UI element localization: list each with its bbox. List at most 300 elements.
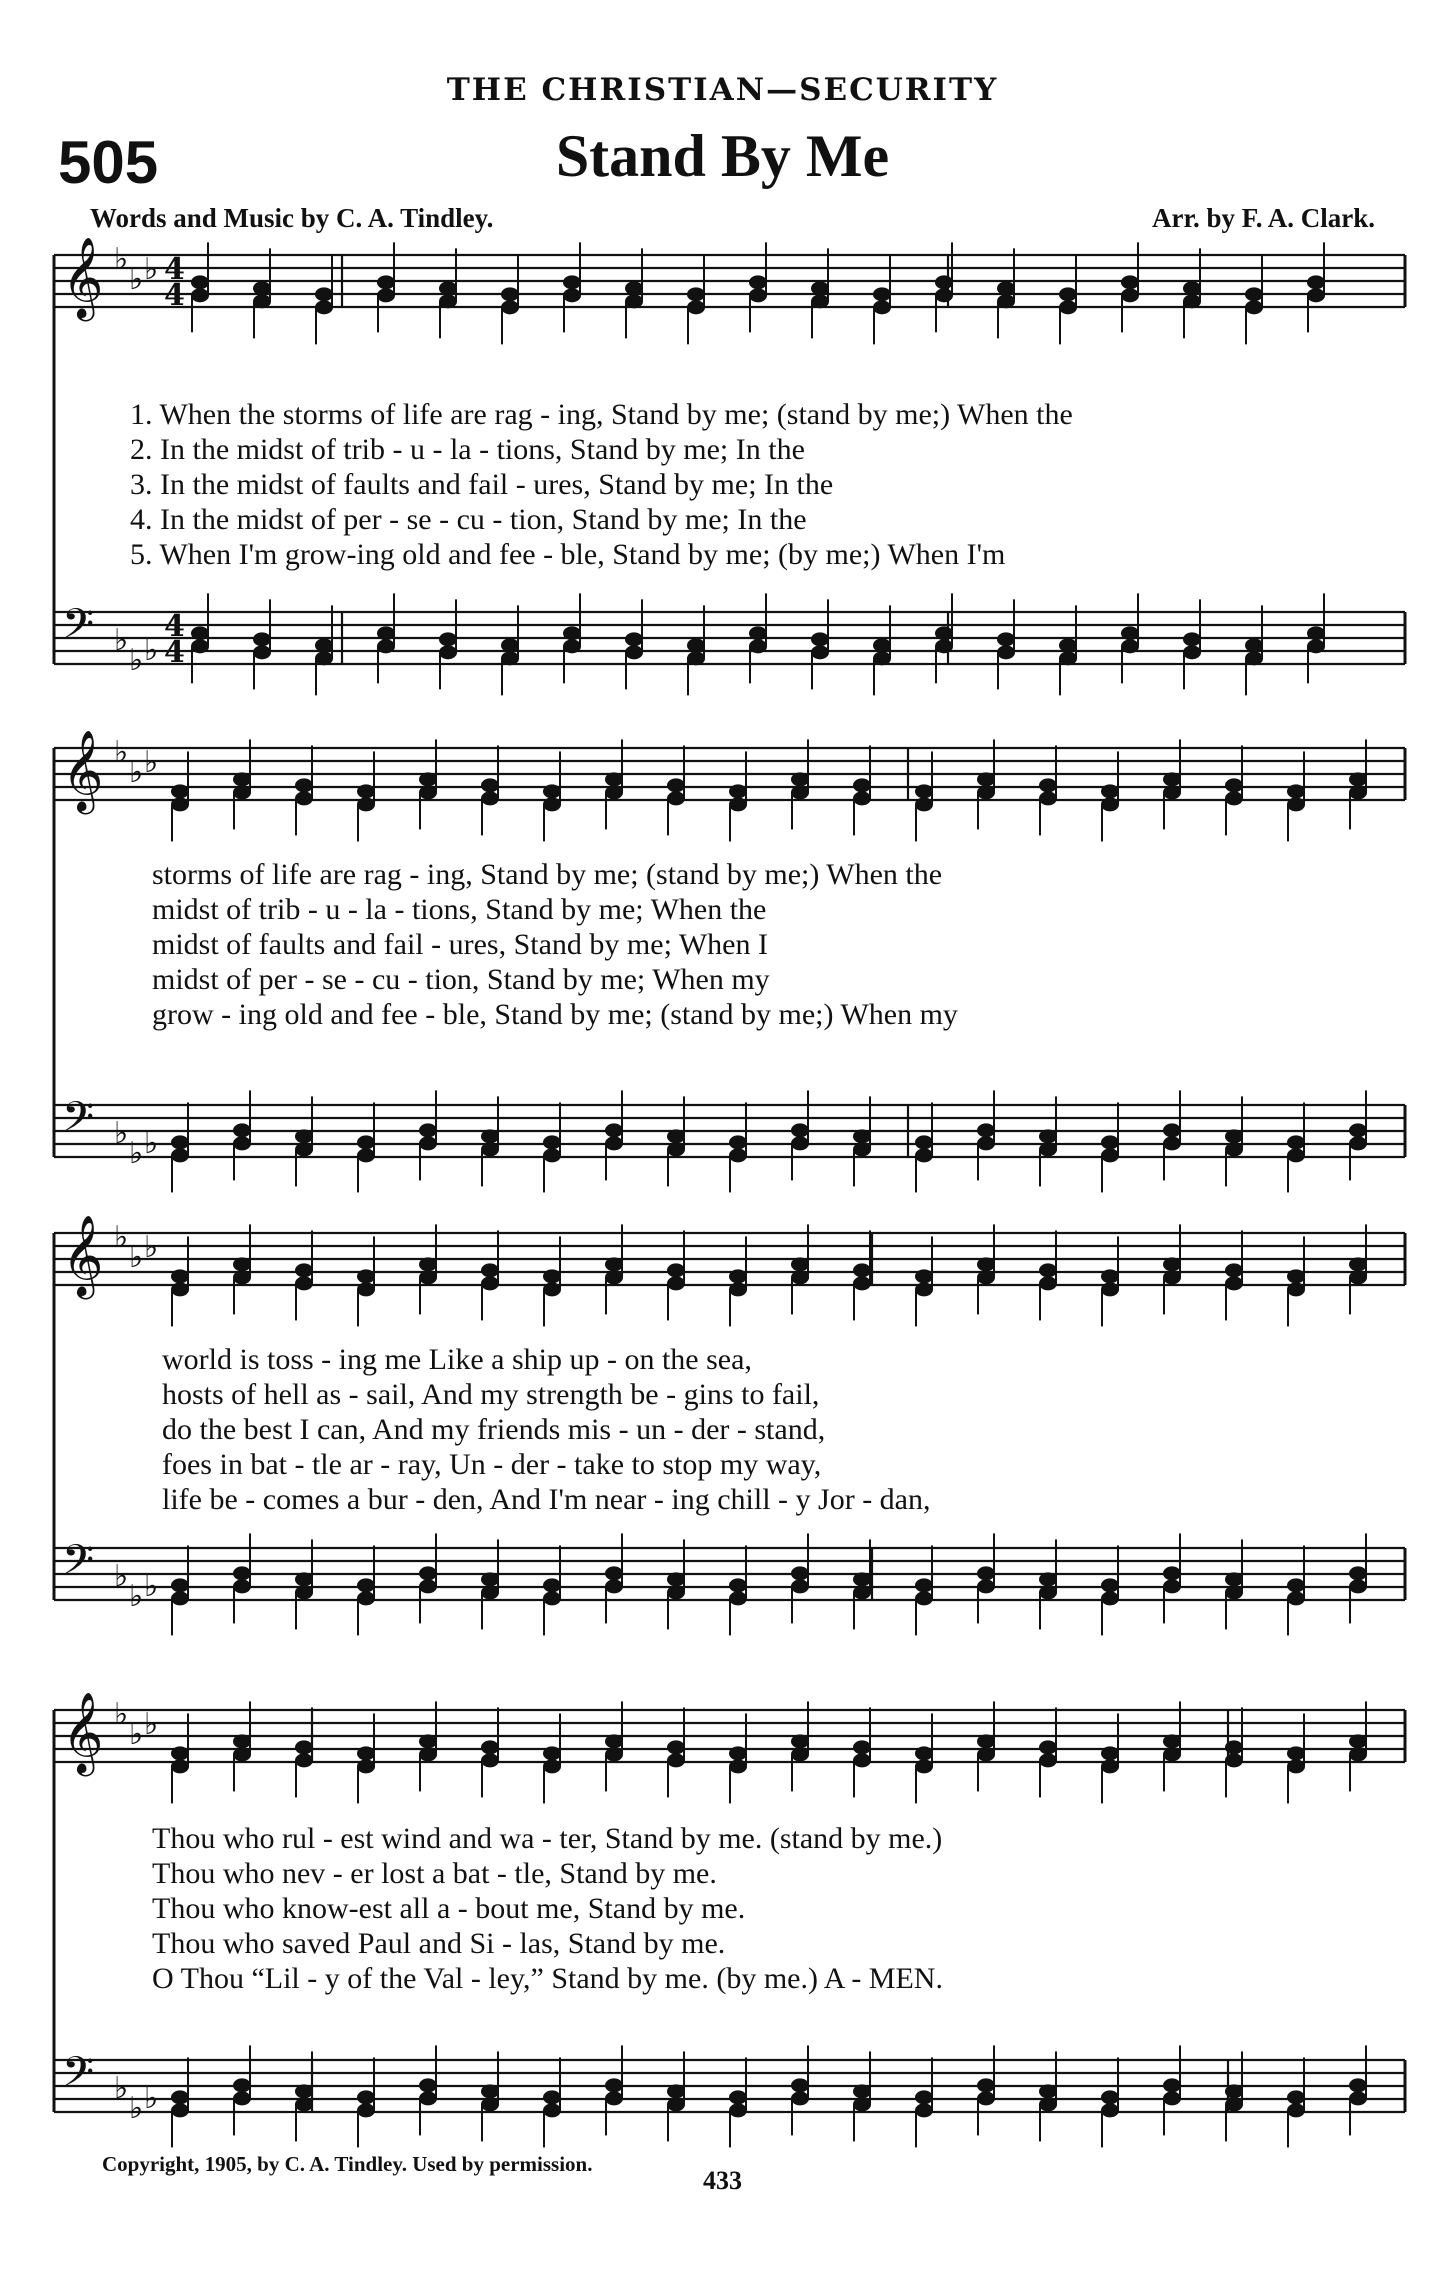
notehead (811, 645, 829, 659)
notehead (171, 797, 189, 811)
notehead (233, 772, 251, 786)
notehead (1059, 287, 1077, 301)
notehead (171, 2103, 189, 2117)
notehead (357, 1148, 375, 1162)
notehead (1039, 1129, 1057, 1143)
notehead (1059, 638, 1077, 652)
notehead (481, 1572, 499, 1586)
notehead (439, 281, 457, 295)
notehead (501, 638, 519, 652)
notehead (667, 2084, 685, 2098)
notehead (315, 300, 333, 314)
notehead (1225, 2084, 1243, 2098)
notehead (873, 300, 891, 314)
notehead (1287, 1578, 1305, 1592)
notehead (563, 288, 581, 302)
notehead (1163, 1123, 1181, 1137)
notehead (419, 1136, 437, 1150)
notehead (853, 1263, 871, 1277)
notehead (1287, 2090, 1305, 2104)
notehead (295, 1740, 313, 1754)
notehead (853, 1142, 871, 1156)
notehead (1307, 275, 1325, 289)
notehead (1039, 1585, 1057, 1599)
treble-clef-icon: 𝄞 (62, 1214, 104, 1296)
notehead (625, 645, 643, 659)
notehead (481, 1142, 499, 1156)
notehead (419, 1270, 437, 1284)
notehead (729, 797, 747, 811)
notehead (481, 1129, 499, 1143)
notehead (935, 639, 953, 653)
notehead (171, 1269, 189, 1283)
notehead (1039, 1276, 1057, 1290)
notehead (605, 1579, 623, 1593)
notehead (419, 2078, 437, 2092)
notehead (481, 1276, 499, 1290)
notehead (295, 1276, 313, 1290)
notehead (729, 1282, 747, 1296)
notehead (729, 1591, 747, 1605)
notehead (791, 1136, 809, 1150)
notehead (749, 639, 767, 653)
notehead (1101, 2103, 1119, 2117)
notehead (1225, 1142, 1243, 1156)
lyric-line: 5. When I'm grow-ing old and fee - ble, Stand by me; (by me;) When I'm (130, 538, 1006, 571)
notehead (915, 1135, 933, 1149)
flat-accidental-icon: ♭ (144, 1707, 159, 1742)
notehead (233, 1123, 251, 1137)
notehead (501, 651, 519, 665)
notehead (1287, 784, 1305, 798)
notehead (357, 2090, 375, 2104)
bass-clef-icon: 𝄢 (62, 1093, 95, 1151)
notehead (791, 1747, 809, 1761)
lyric-line: foes in bat - tle ar - ray, Un - der - take to stop my way, (162, 1448, 822, 1481)
notehead (1039, 1263, 1057, 1277)
notehead (977, 2091, 995, 2105)
notehead (1121, 288, 1139, 302)
copyright-notice: Copyright, 1905, by C. A. Tindley. Used by permission. (102, 2152, 593, 2176)
notehead (915, 1746, 933, 1760)
notehead (667, 791, 685, 805)
notehead (171, 2090, 189, 2104)
notehead (233, 2091, 251, 2105)
notehead (357, 1746, 375, 1760)
notehead (543, 1148, 561, 1162)
notehead (1039, 1142, 1057, 1156)
notehead (977, 1579, 995, 1593)
lyric-line: 2. In the midst of trib - u - la - tions, Stand by me; In the (130, 433, 805, 466)
notehead (1039, 2097, 1057, 2111)
notehead (501, 300, 519, 314)
words-music-credit: Words and Music by C. A. Tindley. (90, 203, 494, 233)
notehead (749, 288, 767, 302)
notehead (853, 1129, 871, 1143)
lyric-line: grow - ing old and fee - ble, Stand by me; (stand by me;) When my (152, 998, 958, 1031)
notehead (605, 1566, 623, 1580)
notehead (811, 281, 829, 295)
notehead (1245, 638, 1263, 652)
notehead (295, 2084, 313, 2098)
notehead (543, 2103, 561, 2117)
notehead (1101, 1269, 1119, 1283)
notehead (419, 772, 437, 786)
notehead (481, 1263, 499, 1277)
notehead (233, 1566, 251, 1580)
flat-accidental-icon: ♭ (129, 1579, 144, 1614)
lyric-line: midst of per - se - cu - tion, Stand by me; When my (152, 963, 770, 996)
flat-accidental-icon: ♭ (129, 1136, 144, 1171)
notehead (667, 778, 685, 792)
notehead (977, 2078, 995, 2092)
flat-accidental-icon: ♭ (129, 262, 144, 297)
notehead (1163, 1270, 1181, 1284)
notehead (605, 1257, 623, 1271)
notehead (853, 778, 871, 792)
notehead (419, 1123, 437, 1137)
flat-accidental-icon: ♭ (144, 2081, 159, 2116)
notehead (1349, 1123, 1367, 1137)
lyric-line: 3. In the midst of faults and fail - ures, Stand by me; In the (130, 468, 834, 501)
notehead (729, 784, 747, 798)
notehead (915, 784, 933, 798)
notehead (357, 1578, 375, 1592)
notehead (419, 1566, 437, 1580)
notehead (377, 626, 395, 640)
notehead (171, 1148, 189, 1162)
notehead (315, 287, 333, 301)
notehead (687, 651, 705, 665)
notehead (915, 1759, 933, 1773)
notehead (295, 1129, 313, 1143)
notehead (1287, 797, 1305, 811)
notehead (1121, 275, 1139, 289)
flat-accidental-icon: ♭ (114, 1697, 129, 1732)
notehead (295, 1142, 313, 1156)
notehead (1101, 2090, 1119, 2104)
flat-accidental-icon: ♭ (129, 1717, 144, 1752)
notehead (1287, 1591, 1305, 1605)
flat-accidental-icon: ♭ (144, 745, 159, 780)
lyric-line: Thou who saved Paul and Si - las, Stand by me. (152, 1927, 726, 1960)
notehead (853, 1276, 871, 1290)
notehead (977, 1566, 995, 1580)
notehead (1225, 1276, 1243, 1290)
notehead (811, 632, 829, 646)
lyric-line: midst of faults and fail - ures, Stand by me; When I (152, 928, 768, 961)
lyric-line: storms of life are rag - ing, Stand by me; (stand by me;) When the (152, 858, 943, 891)
notehead (419, 1257, 437, 1271)
notehead (791, 772, 809, 786)
notehead (1101, 1591, 1119, 1605)
notehead (1225, 1263, 1243, 1277)
lyric-line: Thou who know-est all a - bout me, Stand by me. (152, 1892, 746, 1925)
notehead (1101, 1759, 1119, 1773)
flat-accidental-icon: ♭ (129, 1240, 144, 1275)
notehead (749, 275, 767, 289)
notehead (419, 2091, 437, 2105)
notehead (295, 1585, 313, 1599)
notehead (791, 1734, 809, 1748)
notehead (295, 1753, 313, 1767)
lyric-line: do the best I can, And my friends mis - un - der - stand, (162, 1413, 826, 1446)
notehead (915, 797, 933, 811)
notehead (667, 1572, 685, 1586)
notehead (481, 1585, 499, 1599)
notehead (481, 791, 499, 805)
time-signature-digit: 4 (164, 278, 185, 313)
notehead (315, 651, 333, 665)
notehead (667, 1276, 685, 1290)
notehead (915, 2090, 933, 2104)
notehead (977, 1123, 995, 1137)
notehead (419, 1579, 437, 1593)
hymn-number: 505 (58, 129, 159, 196)
notehead (481, 1753, 499, 1767)
notehead (543, 1135, 561, 1149)
notehead (357, 1282, 375, 1296)
notehead (935, 288, 953, 302)
notehead (481, 778, 499, 792)
notehead (977, 1270, 995, 1284)
notehead (171, 1591, 189, 1605)
notehead (171, 1578, 189, 1592)
notehead (1059, 300, 1077, 314)
notehead (1225, 1572, 1243, 1586)
notehead (1349, 2078, 1367, 2092)
lyric-line: life be - comes a bur - den, And I'm near - ing chill - y Jor - dan, (162, 1483, 931, 1516)
notehead (791, 1579, 809, 1593)
lyric-line: O Thou “Lil - y of the Val - ley,” Stand by me. (by me.) A - MEN. (152, 1962, 943, 1995)
notehead (605, 785, 623, 799)
notehead (233, 1734, 251, 1748)
notehead (439, 645, 457, 659)
notehead (1349, 1566, 1367, 1580)
notehead (1245, 300, 1263, 314)
section-title: THE CHRISTIAN—SECURITY (446, 72, 999, 108)
notehead (233, 1747, 251, 1761)
notehead (791, 1123, 809, 1137)
notehead (1307, 288, 1325, 302)
flat-accidental-icon: ♭ (129, 2091, 144, 2126)
notehead (1349, 772, 1367, 786)
flat-accidental-icon: ♭ (144, 633, 159, 668)
notehead (1225, 1740, 1243, 1754)
notehead (357, 1135, 375, 1149)
notehead (853, 1585, 871, 1599)
notehead (729, 1578, 747, 1592)
notehead (791, 2078, 809, 2092)
notehead (1183, 281, 1201, 295)
notehead (377, 275, 395, 289)
notehead (357, 784, 375, 798)
notehead (605, 1136, 623, 1150)
notehead (853, 791, 871, 805)
notehead (543, 1282, 561, 1296)
notehead (481, 2084, 499, 2098)
notehead (667, 1753, 685, 1767)
notehead (1307, 626, 1325, 640)
notehead (791, 1257, 809, 1271)
notehead (1121, 626, 1139, 640)
notehead (915, 1148, 933, 1162)
notehead (729, 2090, 747, 2104)
notehead (1101, 1746, 1119, 1760)
notehead (915, 1269, 933, 1283)
notehead (1101, 784, 1119, 798)
bass-clef-icon: 𝄢 (62, 2048, 95, 2106)
notehead (171, 1746, 189, 1760)
lyric-line: hosts of hell as - sail, And my strength be - gins to fail, (162, 1378, 820, 1411)
notehead (1039, 791, 1057, 805)
notehead (1245, 651, 1263, 665)
time-signature-digit: 4 (164, 609, 185, 644)
notehead (605, 1747, 623, 1761)
notehead (1287, 1148, 1305, 1162)
notehead (791, 785, 809, 799)
time-signature-digit: 4 (164, 635, 185, 670)
notehead (1287, 1269, 1305, 1283)
notehead (853, 1740, 871, 1754)
notehead (1245, 287, 1263, 301)
time-signature-digit: 4 (164, 252, 185, 287)
notehead (605, 1270, 623, 1284)
notehead (625, 294, 643, 308)
notehead (543, 2090, 561, 2104)
notehead (997, 645, 1015, 659)
notehead (253, 281, 271, 295)
notehead (1163, 772, 1181, 786)
notehead (1163, 2078, 1181, 2092)
flat-accidental-icon: ♭ (114, 1116, 129, 1151)
notehead (1349, 1734, 1367, 1748)
notehead (811, 294, 829, 308)
notehead (419, 1747, 437, 1761)
notehead (977, 1257, 995, 1271)
notehead (977, 785, 995, 799)
treble-clef-icon: 𝄞 (62, 729, 104, 811)
notehead (1163, 1566, 1181, 1580)
notehead (543, 797, 561, 811)
flat-accidental-icon: ♭ (114, 242, 129, 277)
notehead (915, 1591, 933, 1605)
notehead (977, 1747, 995, 1761)
notehead (729, 2103, 747, 2117)
notehead (915, 2103, 933, 2117)
notehead (687, 638, 705, 652)
notehead (1039, 778, 1057, 792)
notehead (1163, 1579, 1181, 1593)
notehead (1163, 1747, 1181, 1761)
notehead (1101, 1148, 1119, 1162)
notehead (997, 281, 1015, 295)
flat-accidental-icon: ♭ (129, 643, 144, 678)
notehead (1039, 1740, 1057, 1754)
notehead (667, 1585, 685, 1599)
treble-clef-icon: 𝄞 (62, 1691, 104, 1773)
notehead (543, 1759, 561, 1773)
notehead (501, 287, 519, 301)
notehead (1287, 1282, 1305, 1296)
lyric-line: 1. When the storms of life are rag - ing, Stand by me; (stand by me;) When the (130, 398, 1073, 431)
notehead (729, 1759, 747, 1773)
notehead (295, 791, 313, 805)
notehead (1349, 2091, 1367, 2105)
notehead (1121, 639, 1139, 653)
notehead (233, 1579, 251, 1593)
notehead (605, 2078, 623, 2092)
notehead (667, 1142, 685, 1156)
flat-accidental-icon: ♭ (144, 1126, 159, 1161)
notehead (1163, 785, 1181, 799)
lyric-line: midst of trib - u - la - tions, Stand by me; When the (152, 893, 767, 926)
notehead (191, 288, 209, 302)
notehead (1349, 1747, 1367, 1761)
notehead (253, 632, 271, 646)
flat-accidental-icon: ♭ (114, 735, 129, 770)
notehead (915, 1282, 933, 1296)
notehead (563, 275, 581, 289)
lyric-line: Thou who rul - est wind and wa - ter, Stand by me. (stand by me.) (152, 1822, 943, 1855)
flat-accidental-icon: ♭ (114, 1220, 129, 1255)
notehead (1183, 645, 1201, 659)
notehead (1225, 1129, 1243, 1143)
notehead (439, 294, 457, 308)
notehead (1101, 1282, 1119, 1296)
notehead (605, 1734, 623, 1748)
arranger-credit: Arr. by F. A. Clark. (1151, 203, 1375, 233)
notehead (977, 772, 995, 786)
lyric-line: Thou who nev - er lost a bat - tle, Stand by me. (152, 1857, 717, 1890)
notehead (791, 1566, 809, 1580)
notehead (1039, 1753, 1057, 1767)
notehead (377, 288, 395, 302)
notehead (357, 1759, 375, 1773)
notehead (357, 797, 375, 811)
notehead (171, 1759, 189, 1773)
notehead (853, 2084, 871, 2098)
notehead (853, 2097, 871, 2111)
notehead (667, 1263, 685, 1277)
notehead (997, 632, 1015, 646)
notehead (419, 1734, 437, 1748)
notehead (873, 638, 891, 652)
notehead (1225, 1753, 1243, 1767)
notehead (605, 1123, 623, 1137)
notehead (853, 1572, 871, 1586)
notehead (935, 626, 953, 640)
notehead (1349, 1270, 1367, 1284)
notehead (1349, 785, 1367, 799)
notehead (233, 785, 251, 799)
notehead (915, 1578, 933, 1592)
bass-clef-icon: 𝄢 (62, 1536, 95, 1594)
notehead (1287, 1746, 1305, 1760)
notehead (873, 287, 891, 301)
lyric-line: world is toss - ing me Like a ship up - on the sea, (162, 1343, 752, 1376)
flat-accidental-icon: ♭ (129, 755, 144, 790)
flat-accidental-icon: ♭ (144, 1230, 159, 1265)
notehead (357, 1591, 375, 1605)
notehead (1163, 1257, 1181, 1271)
lyric-line: 4. In the midst of per - se - cu - tion, Stand by me; In the (130, 503, 807, 536)
notehead (233, 1257, 251, 1271)
notehead (729, 1269, 747, 1283)
notehead (295, 2097, 313, 2111)
flat-accidental-icon: ♭ (114, 623, 129, 658)
notehead (1101, 797, 1119, 811)
